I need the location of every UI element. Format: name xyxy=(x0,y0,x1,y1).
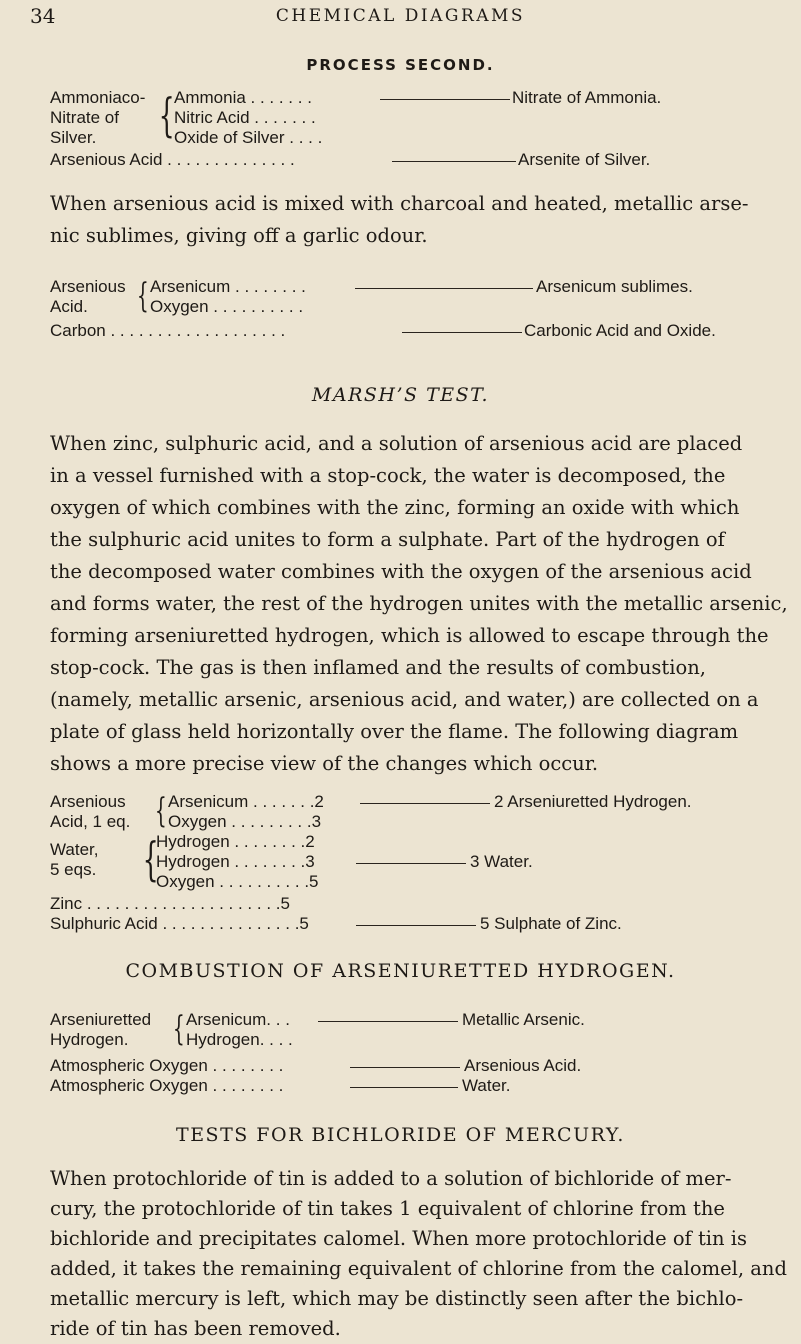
diagram-label: Acid. xyxy=(50,297,88,316)
diagram-item: Atmospheric Oxygen . . . . . . . . xyxy=(50,1076,284,1095)
diagram-item: Arsenicum . . . . . . . . xyxy=(150,277,306,296)
text-line: nic sublimes, giving off a garlic odour. xyxy=(50,224,428,247)
diagram-item: Oxygen . . . . . . . . .3 xyxy=(168,812,322,831)
diagram-label: Nitrate of xyxy=(50,108,119,127)
running-head: CHEMICAL DIAGRAMS xyxy=(275,6,526,26)
diagram-label: Acid, 1 eq. xyxy=(50,812,131,831)
diagram-item: Hydrogen . . . . . . . .3 xyxy=(156,852,315,871)
section-heading: COMBUSTION OF ARSENIURETTED HYDROGEN. xyxy=(125,960,676,982)
diagram-result: Water. xyxy=(462,1076,511,1095)
diagram-result: 2 Arseniuretted Hydrogen. xyxy=(494,792,692,811)
connector-line xyxy=(380,99,510,100)
diagram-result: Arsenious Acid. xyxy=(464,1056,582,1075)
page-number: 34 xyxy=(30,4,56,28)
connector-line xyxy=(355,288,533,289)
text-line: forming arseniuretted hydrogen, which is allowed to escape through the xyxy=(50,624,769,647)
brace-icon: { xyxy=(172,1009,185,1049)
text-line: plate of glass held horizontally over the flame. The following diagram xyxy=(50,720,739,743)
diagram-item: Sulphuric Acid . . . . . . . . . . . . . . .5 xyxy=(50,914,309,933)
text-line: metallic mercury is left, which may be distinctly seen after the bichlo- xyxy=(50,1287,744,1310)
text-line: stop-cock. The gas is then inflamed and the results of combustion, xyxy=(50,656,706,679)
text-line: bichloride and precipitates calomel. When more protochloride of tin is xyxy=(50,1227,748,1250)
diagram-item: Arsenicum. . . xyxy=(186,1010,290,1029)
brace-icon: { xyxy=(142,832,159,886)
connector-line xyxy=(350,1087,458,1088)
diagram-item: Oxygen . . . . . . . . . .5 xyxy=(156,872,319,891)
diagram-combustion xyxy=(50,1010,790,1100)
connector-line xyxy=(360,803,490,804)
section-heading: MARSH’S TEST. xyxy=(311,384,490,406)
diagram-item: Hydrogen. . . . xyxy=(186,1030,293,1049)
diagram-item: Carbon . . . . . . . . . . . . . . . . . . . xyxy=(50,321,286,340)
diagram-item: Arsenicum . . . . . . .2 xyxy=(168,792,324,811)
text-line: (namely, metallic arsenic, arsenious acid, and water,) are collected on a xyxy=(50,688,759,711)
diagram-result: Metallic Arsenic. xyxy=(462,1010,585,1029)
text-line: in a vessel furnished with a stop-cock, the water is decomposed, the xyxy=(50,464,726,487)
page-header xyxy=(0,0,801,40)
diagram-result: 3 Water. xyxy=(470,852,533,871)
diagram-result: 5 Sulphate of Zinc. xyxy=(480,914,622,933)
diagram-item: Ammonia . . . . . . . xyxy=(174,88,312,107)
diagram-result: Arsenite of Silver. xyxy=(518,150,651,169)
text-line: and forms water, the rest of the hydrogen unites with the metallic arsenic, xyxy=(50,592,788,615)
section-heading: TESTS FOR BICHLORIDE OF MERCURY. xyxy=(176,1124,625,1146)
diagram-ammoniaco-nitrate xyxy=(50,88,790,176)
diagram-label: Arseniuretted xyxy=(50,1010,152,1029)
text-line: When protochloride of tin is added to a solution of bichloride of mer- xyxy=(50,1167,732,1190)
diagram-item: Oxide of Silver . . . . xyxy=(174,128,323,147)
diagram-item: Nitric Acid . . . . . . . xyxy=(174,108,316,127)
diagram-item: Hydrogen . . . . . . . .2 xyxy=(156,832,315,851)
diagram-label: Arsenious xyxy=(50,792,126,811)
diagram-arsenious-carbon xyxy=(50,277,790,343)
brace-icon: { xyxy=(136,276,149,316)
diagram-item: Atmospheric Oxygen . . . . . . . . xyxy=(50,1056,284,1075)
text-line: When arsenious acid is mixed with charcoal and heated, metallic arse- xyxy=(50,192,749,215)
diagram-item: Zinc . . . . . . . . . . . . . . . . . . . . .5 xyxy=(50,894,290,913)
text-line: oxygen of which combines with the zinc, forming an oxide with which xyxy=(50,496,740,519)
diagram-result: Arsenicum sublimes. xyxy=(536,277,693,296)
connector-line xyxy=(356,925,476,926)
connector-line xyxy=(392,161,516,162)
paragraph-marsh xyxy=(50,428,790,780)
diagram-label: Hydrogen. xyxy=(50,1030,129,1049)
diagram-label: Silver. xyxy=(50,128,97,147)
paragraph-bichloride xyxy=(50,1164,790,1344)
brace-icon: { xyxy=(158,88,175,142)
diagram-result: Nitrate of Ammonia. xyxy=(512,88,662,107)
connector-line xyxy=(318,1021,458,1022)
brace-icon: { xyxy=(154,791,167,831)
paragraph-charcoal xyxy=(50,188,790,252)
text-line: ride of tin has been removed. xyxy=(50,1317,341,1340)
diagram-item: Arsenious Acid . . . . . . . . . . . . . . xyxy=(50,150,295,169)
diagram-label: Water, xyxy=(50,840,99,859)
diagram-label: 5 eqs. xyxy=(50,860,97,879)
section-subtitle: PROCESS SECOND. xyxy=(306,56,495,74)
connector-line xyxy=(402,332,522,333)
diagram-marsh-reaction xyxy=(50,792,790,932)
diagram-item: Oxygen . . . . . . . . . . xyxy=(150,297,304,316)
diagram-label: Ammoniaco- xyxy=(50,88,146,107)
text-line: shows a more precise view of the changes which occur. xyxy=(50,752,599,775)
text-line: cury, the protochloride of tin takes 1 equivalent of chlorine from the xyxy=(50,1197,725,1220)
diagram-result: Carbonic Acid and Oxide. xyxy=(524,321,716,340)
text-line: the sulphuric acid unites to form a sulphate. Part of the hydrogen of xyxy=(50,528,725,551)
text-line: the decomposed water combines with the oxygen of the arsenious acid xyxy=(50,560,752,583)
connector-line xyxy=(350,1067,460,1068)
connector-line xyxy=(356,863,466,864)
diagram-label: Arsenious xyxy=(50,277,126,296)
text-line: When zinc, sulphuric acid, and a solution of arsenious acid are placed xyxy=(50,432,743,455)
text-line: added, it takes the remaining equivalent of chlorine from the calomel, and xyxy=(50,1257,787,1280)
